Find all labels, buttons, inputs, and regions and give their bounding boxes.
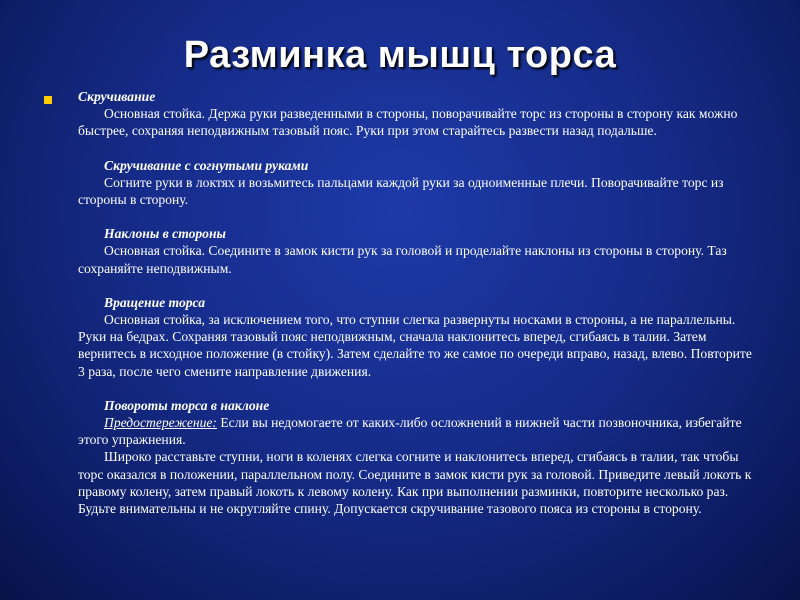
section-bent-over-turns [78, 397, 758, 517]
section-twisting-bent-arms [78, 157, 758, 209]
section-heading: Повороты торса в наклоне [104, 397, 270, 413]
section-twisting [78, 88, 758, 140]
bullet-square-icon [44, 96, 52, 104]
section-paragraph: Основная стойка, за исключением того, что ступни слегка развернуты носками в стороны, а не параллельны. Руки на бедрах. Сохраняя тазовый пояс неподвижным, сначала наклонитесь вперед, сгибаясь в талии. Затем вернитесь в исходное положение (в стойку). Затем сделайте то же самое по очереди вправо, назад, влево. Повторите 3 раза, после чего смените направление движения. [78, 312, 752, 379]
spacer [78, 277, 758, 294]
spacer [78, 208, 758, 225]
spacer [78, 140, 758, 157]
warning-paragraph [78, 414, 758, 448]
section-heading: Наклоны в стороны [104, 226, 226, 242]
slide-body [78, 88, 758, 517]
section-paragraph: Широко расставьте ступни, ноги в коленях слегка согните и наклонитесь вперед, сгибаясь в талии, так чтобы торс оказался в положении, параллельном полу. Соедините в замок кисти рук за головой. Приведите левый локоть к правому колену, затем правый локоть к левому колену. Как при выполнении разминки, повторите несколько раз. Будьте внимательны и не округляйте спину. Допускается скручивание тазового пояса из стороны в сторону. [78, 449, 752, 517]
section-heading: Скручивание [78, 89, 156, 104]
section-torso-rotation [78, 294, 758, 380]
section-paragraph: Основная стойка. Соедините в замок кисти рук за головой и проделайте наклоны из стороны в сторону. Таз сохраняйте неподвижным. [78, 243, 727, 276]
section-paragraph: Согните руки в локтях и возьмитесь пальцами каждой руки за одноименные плечи. Поворачивайте торс из стороны в сторону. [78, 174, 724, 208]
section-heading: Вращение торса [104, 294, 206, 310]
warning-label: Предостережение: [104, 415, 217, 431]
warning-text: Если вы недомогаете от каких-либо осложнений в нижней части позвоночника, избегайте этого упражнения. [78, 415, 742, 448]
slide-title: Разминка мышц торса [183, 34, 617, 76]
section-paragraph: Основная стойка. Держа руки разведенными в стороны, поворачивайте торс из стороны в сторону как можно быстрее, сохраняя неподвижным тазовый пояс. Руки при этом старайтесь развести назад подальше. [78, 106, 738, 139]
spacer [78, 380, 758, 397]
section-side-bends [78, 225, 758, 277]
section-heading: Скручивание с согнутыми руками [104, 157, 309, 173]
